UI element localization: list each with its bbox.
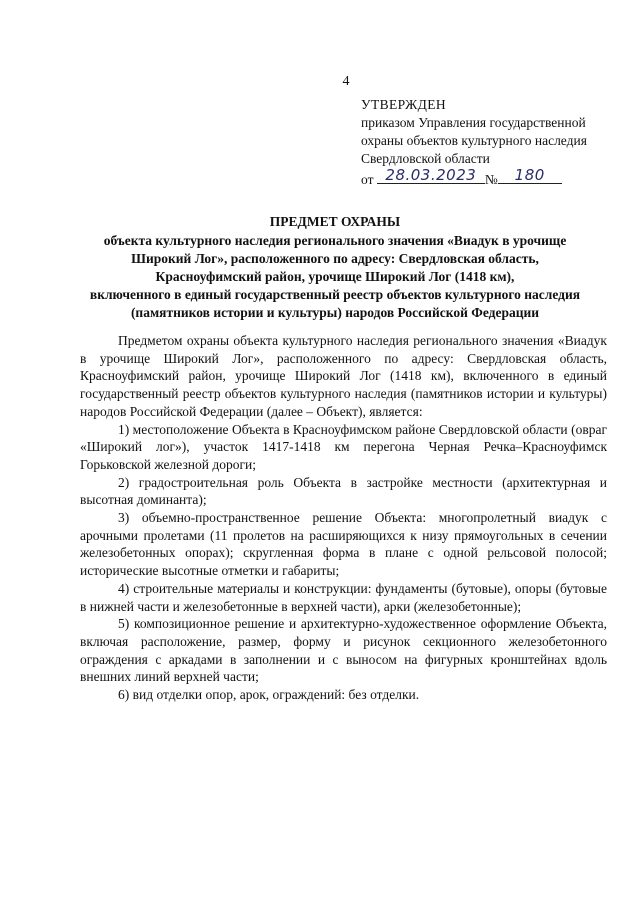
number-sign: № [484, 172, 498, 187]
document-title [70, 213, 600, 322]
title-line-2: Широкий Лог», расположенного по адресу: Свердловская область, [131, 251, 539, 266]
item-spatial-solution: 3) объемно-пространственное решение Объекта: многопролетный виадук с арочными пролетами (11 пролетов на расширяющихся к низу прямоугольных в сечении железобетонных опорах); скругленная форма в плане с одной рельсовой полосой; исторические высотные отметки и габариты; [80, 510, 607, 579]
item-location: 1) местоположение Объекта в Красноуфимском районе Свердловской области (овраг «Широкий лог»), участок 1417-1418 км перегона Черная Речка–Красноуфимск Горьковской железной дороги; [80, 421, 607, 472]
item-finish: 6) вид отделки опор, арок, ограждений: без отделки. [118, 687, 420, 703]
handwritten-date: 28.03.2023 [385, 166, 477, 184]
page-number: 4 [342, 74, 350, 89]
handwritten-number: 180 [514, 166, 545, 184]
approved-heading: УТВЕРЖДЕН [361, 97, 446, 112]
date-field [377, 168, 485, 184]
title-line-1: объекта культурного наследия регионального значения «Виадук в урочище [103, 233, 567, 248]
title-line-4: включенного в единый государственный реестр объектов культурного наследия [89, 287, 581, 302]
approval-line-3: Свердловской области [361, 151, 490, 166]
item-materials: 4) строительные материалы и конструкции: фундаменты (бутовые), опоры (бутовые в нижней части и железобетонные в верхней части), арки (железобетонные); [80, 580, 607, 614]
item-urban-role: 2) градостроительная роль Объекта в застройке местности (архитектурная и высотная доминанта); [80, 474, 607, 508]
approval-line-2: охраны объектов культурного наследия [361, 133, 587, 148]
date-prefix: от [361, 172, 374, 187]
approval-date-row [361, 168, 621, 189]
title-line-3: Красноуфимский район, урочище Широкий Лог (1418 км), [155, 269, 515, 284]
approval-block [361, 96, 621, 189]
approval-line-1: приказом Управления государственной [361, 115, 586, 130]
intro-paragraph: Предметом охраны объекта культурного наследия регионального значения «Виадук в урочище Широкий Лог», расположенного по адресу: Свердловская область, Красноуфимский район, урочище Широкий Лог (1418 км), включенного в единый государственный реестр объектов культурного наследия (памятников истории и культуры) народов Российской Федерации (далее – Объект), является: [80, 333, 607, 419]
number-field [498, 168, 562, 184]
title-main: ПРЕДМЕТ ОХРАНЫ [269, 214, 401, 229]
document-body [80, 332, 607, 704]
title-line-5: (памятников истории и культуры) народов Российской Федерации [130, 305, 540, 320]
item-composition: 5) композиционное решение и архитектурно-художественное оформление Объекта, включая расположение, размер, форму и рисунок секционного железобетонного ограждения с аркадами в заполнении и с выносом на фигурных кронштейнах вдоль внешних линий верхней части; [80, 616, 607, 685]
